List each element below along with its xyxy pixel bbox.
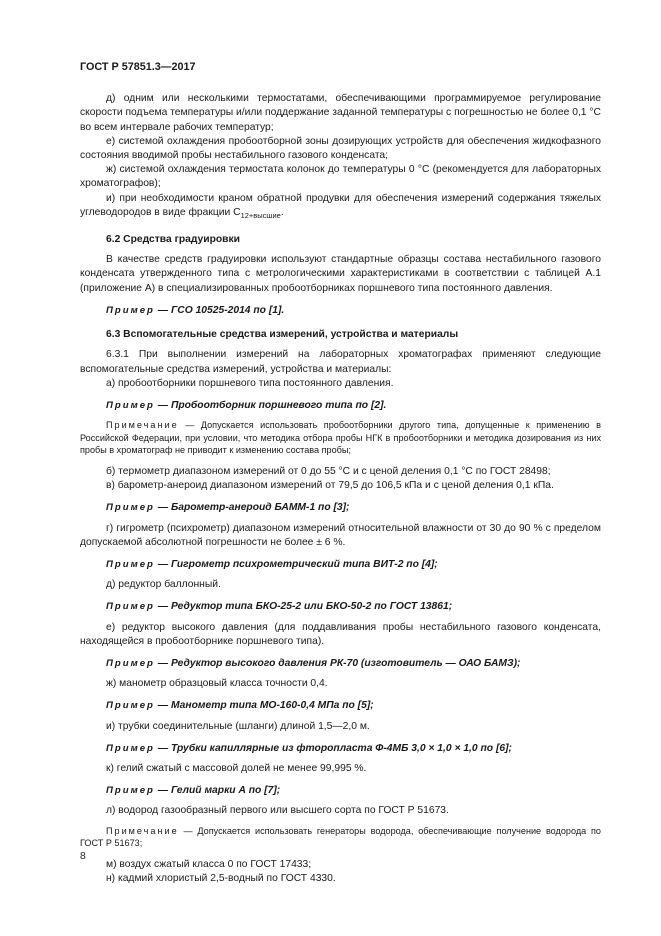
note-text: — Допускается использовать генераторы водорода, обеспечивающие получение водорода по ГОСТ Р 51673;: [80, 825, 601, 849]
list-item-zh: ж) системой охлаждения термостата колонок до температуры 0 °С (рекомендуется для лабораторных хроматографов);: [80, 164, 601, 190]
example-text: — Манометр типа МО-160-0,4 МПа по [5];: [154, 700, 374, 712]
example-label: Пример: [106, 601, 155, 613]
example-text: — Гелий марки А по [7];: [154, 785, 281, 797]
example-text: — Редуктор высокого давления РК-70 (изготовитель — ОАО БАМЗ);: [154, 657, 521, 669]
note-label: Примечание: [106, 420, 179, 431]
item-l: л) водород газообразный первого или высшего сорта по ГОСТ Р 51673.: [106, 805, 449, 817]
example-8: [80, 742, 601, 756]
item-m: м) воздух сжатый класса 0 по ГОСТ 17433;: [106, 858, 312, 870]
item-a: а) пробоотборники поршневого типа постоянного давления.: [106, 377, 394, 389]
example-text: — Трубки капиллярные из фторопласта Ф-4МБ 3,0 × 1,0 × 1,0 по [6];: [154, 742, 512, 754]
page-number: 8: [80, 851, 86, 862]
list-item-d: д) одним или несколькими термостатами, обеспечивающими программируемое регулирование скорости подъема температуры и/или поддержание заданной температуры с погрешностью не более 0,1 °С во всем интервале рабочих температур;: [80, 93, 601, 133]
example-label: Пример: [106, 785, 155, 797]
example-label: Пример: [106, 502, 155, 514]
fraction-subscript: 12+высшие: [240, 210, 281, 220]
example-text: — Барометр-анероид БАММ-1 по [3];: [154, 502, 350, 514]
item-e: е) редуктор высокого давления (для поддавливания пробы нестабильного газового конденсата, находящейся в пробоотборнике поршневого типа).: [80, 621, 601, 647]
example-label: Пример: [106, 742, 155, 754]
example-text: — Редуктор типа БКО-25-2 или БКО-50-2 по ГОСТ 13861;: [154, 601, 453, 613]
item-k: к) гелий сжатый с массовой долей не менее 99,995 %.: [106, 762, 367, 774]
list-item-i: [80, 192, 601, 223]
example-label: Пример: [106, 304, 155, 316]
note-2: [80, 825, 601, 850]
example-text: — ГСО 10525-2014 по [1].: [154, 304, 285, 316]
example-label: Пример: [106, 399, 155, 411]
example-2: [80, 399, 601, 413]
list-item-i-end: .: [280, 206, 284, 218]
example-text: — Пробоотборник поршневого типа по [2].: [154, 399, 387, 411]
example-text: — Гигрометр психрометрический типа ВИТ-2 по [4];: [154, 558, 438, 570]
item-v: в) барометр-анероид диапазоном измерений от 79,5 до 106,5 кПа и с ценой деления 0,1 кПа.: [106, 480, 554, 492]
section-6-3-title: 6.3 Вспомогательные средства измерений, устройства и материалы: [106, 329, 459, 341]
section-6-2-title: 6.2 Средства градуировки: [106, 234, 240, 246]
clause-6-3-1: 6.3.1 При выполнении измерений на лабораторных хроматографах применяют следующие вспомогательные средства измерений, устройства и материалы:: [80, 349, 601, 375]
note-label: Примечание: [106, 825, 179, 836]
item-d: д) редуктор баллонный.: [106, 579, 221, 591]
note-1: [80, 419, 601, 457]
example-6: [80, 657, 601, 671]
example-3: [80, 501, 601, 515]
item-n: н) кадмий хлористый 2,5-водный по ГОСТ 4330.: [106, 872, 336, 884]
list-item-e: е) системой охлаждения пробоотборной зоны дозирующих устройств для обеспечения жидкофазного состояния вводимой пробы нестабильного газового конденсата;: [80, 135, 601, 162]
item-zh: ж) манометр образцовый класса точности 0,4.: [106, 678, 328, 690]
item-b: б) термометр диапазоном измерений от 0 до 55 °С и с ценой деления 0,1 °С по ГОСТ 28498;: [106, 465, 551, 477]
example-label: Пример: [106, 700, 155, 712]
example-7: [80, 699, 601, 713]
example-9: [80, 784, 601, 798]
note-text: — Допускается использовать пробоотборники другого типа, допущенные к применению в Российской Федерации, при условии, что методика отбора пробы НГК в пробоотборники и методика дозирования из них пробы в хроматограф не приводит к изменению состава пробы;: [80, 420, 601, 456]
list-item-i-text: и) при необходимости краном обратной продувки для обеспечения измерений содержания тяжелых углеводородов в виде фракции С: [80, 192, 601, 218]
example-label: Пример: [106, 558, 155, 570]
example-1: [80, 304, 601, 318]
section-6-2-text: В качестве средств градуировки используют стандартные образцы состава нестабильного газового конденсата утвержденного типа с метрологическими характеристиками в соответствии с таблицей А.1 (приложение А) в специализированных пробоотборниках поршневого типа постоянного давления.: [80, 254, 601, 294]
item-i: и) трубки соединительные (шланги) длиной 1,5—2,0 м.: [106, 720, 370, 732]
example-5: [80, 600, 601, 614]
document-id: ГОСТ Р 57851.3—2017: [80, 61, 196, 73]
example-4: [80, 558, 601, 572]
example-label: Пример: [106, 657, 155, 669]
item-g: г) гигрометр (психрометр) диапазоном измерений относительной влажности от 30 до 90 % с пределом допускаемой абсолютной погрешности не более ± 6 %.: [80, 522, 601, 548]
